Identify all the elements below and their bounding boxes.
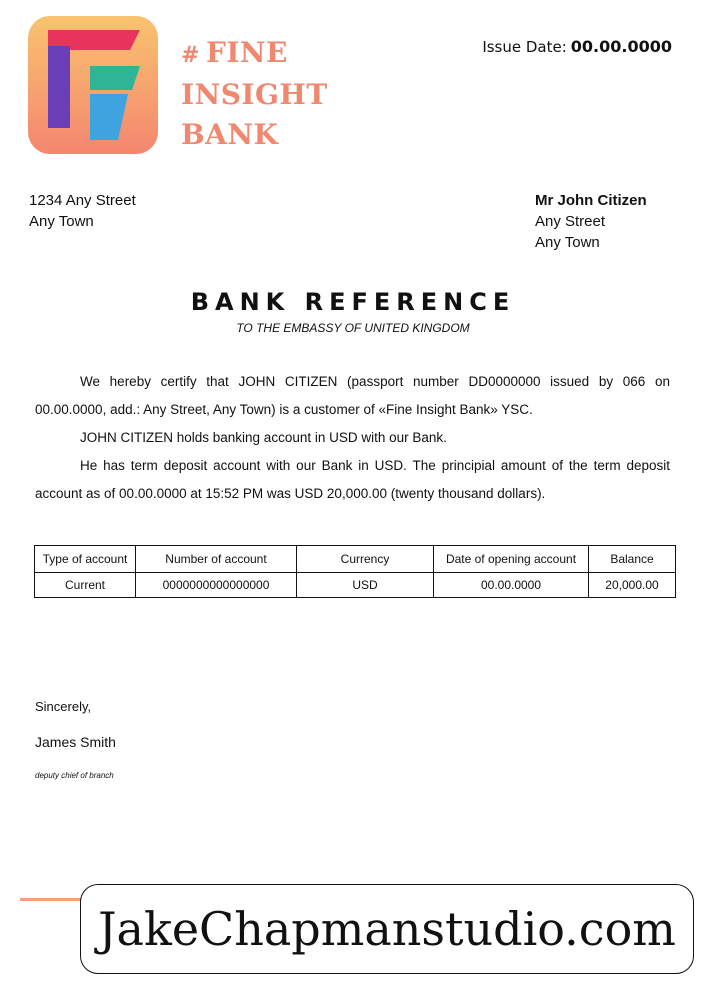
table-header-cell: Number of account — [136, 546, 297, 573]
sender-address-line: Any Town — [29, 213, 94, 230]
account-table — [34, 545, 676, 598]
sender-address-line: 1234 Any Street — [29, 192, 136, 209]
document-title: BANK REFERENCE — [190, 288, 516, 316]
logo-stripe-middle — [90, 66, 140, 90]
f-letter-logo-icon — [28, 16, 158, 154]
footer-accent-line — [20, 898, 84, 901]
recipient-address-line: Any Town — [535, 234, 600, 251]
body-paragraph: JOHN CITIZEN holds banking account in USD with our Bank. — [80, 430, 447, 445]
signer-name: James Smith — [35, 734, 116, 750]
bank-name — [181, 33, 328, 155]
table-header-cell: Currency — [297, 546, 434, 573]
issue-date-label: Issue Date: — [482, 38, 567, 56]
table-cell: 20,000.00 — [589, 573, 676, 598]
issue-date — [482, 37, 672, 56]
logo-stripe-vertical — [48, 46, 70, 128]
signer-role: deputy chief of branch — [35, 771, 114, 780]
table-header-cell: Balance — [589, 546, 676, 573]
body-paragraph: He has term deposit account with our Bank in USD. The principial amount of the term deposit account as of 00.00.0000 at 15:52 PM was USD 20,000.00 (twenty thousand dollars). — [35, 458, 670, 501]
table-cell: USD — [297, 573, 434, 598]
table-header-cell: Type of account — [35, 546, 136, 573]
hash-symbol: # — [181, 42, 200, 68]
logo-stripe-bottom — [90, 94, 128, 140]
table-cell: Current — [35, 573, 136, 598]
document-body — [35, 368, 670, 508]
table-row — [35, 573, 676, 598]
watermark-box — [80, 884, 694, 974]
issue-date-value: 00.00.0000 — [570, 37, 672, 56]
document-subtitle: TO THE EMBASSY OF UNITED KINGDOM — [236, 321, 470, 335]
bank-name-line-2: INSIGHT — [181, 78, 328, 111]
bank-name-line-1: FINE — [205, 36, 288, 69]
table-header-row — [35, 546, 676, 573]
closing-sincerely: Sincerely, — [35, 699, 92, 714]
table-cell: 0000000000000000 — [136, 573, 297, 598]
recipient-name: Mr John Citizen — [535, 192, 647, 209]
table-header-cell: Date of opening account — [434, 546, 589, 573]
watermark-text: JakeChapmanstudio.com — [98, 902, 676, 956]
table-cell: 00.00.0000 — [434, 573, 589, 598]
sender-address — [29, 190, 136, 232]
recipient-address — [535, 190, 647, 253]
body-paragraph: We hereby certify that JOHN CITIZEN (passport number DD0000000 issued by 066 on 00.00.0000, add.: Any Street, Any Town) is a customer of «Fine Insight Bank» YSC. — [35, 374, 670, 417]
bank-logo — [28, 16, 158, 154]
bank-name-line-3: BANK — [181, 118, 279, 151]
recipient-address-line: Any Street — [535, 213, 606, 230]
